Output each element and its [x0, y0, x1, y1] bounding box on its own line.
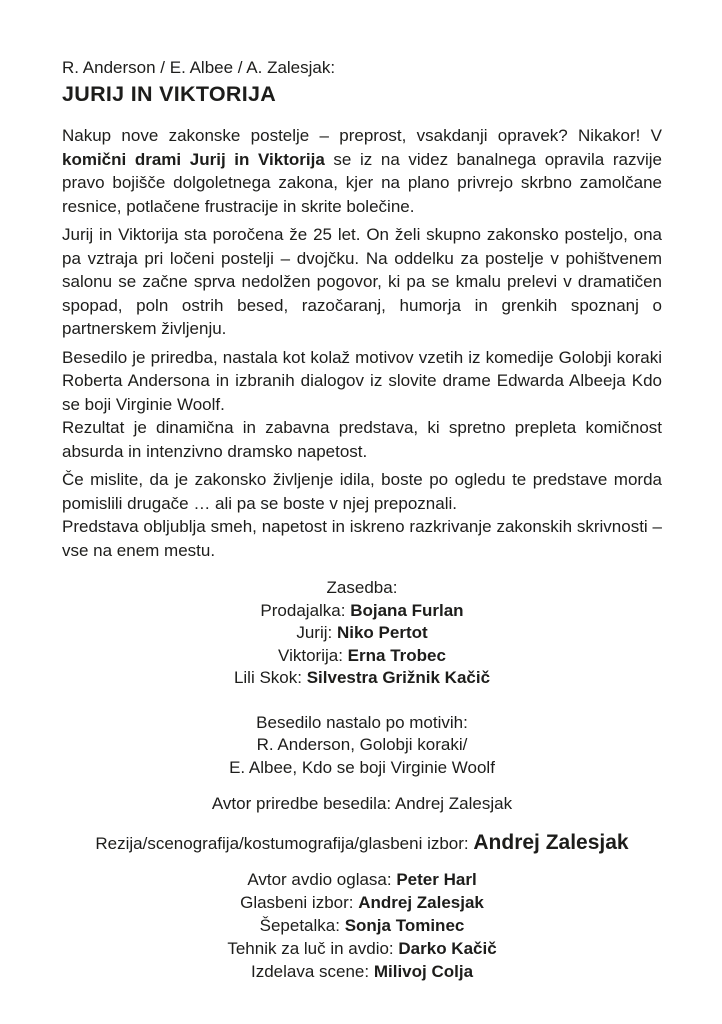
cast-section [62, 577, 662, 690]
crew-row [62, 891, 662, 914]
crew-row [62, 914, 662, 937]
cast-role: Prodajalka: [260, 600, 346, 620]
synopsis-paragraph-4: Rezultat je dinamična in zabavna predstava, ki spretno prepleta komičnost absurda in intenzivno dramsko napetost. [62, 418, 662, 461]
page-title: JURIJ IN VIKTORIJA [62, 82, 277, 106]
crew-name: Milivoj Colja [373, 961, 474, 981]
crew-role: Glasbeni izbor: [240, 892, 354, 912]
adaptation-label: Avtor priredbe besedila: [211, 794, 392, 813]
direction-name: Andrej Zalesjak [473, 830, 629, 854]
crew-name: Andrej Zalesjak [358, 892, 484, 912]
crew-name: Peter Harl [396, 869, 477, 889]
synopsis-p1-bold-title: komični drami Jurij in Viktorija [62, 149, 325, 169]
cast-name: Bojana Furlan [350, 600, 464, 620]
synopsis-p1-pre: Nakup nove zakonske postelje – preprost, vsakdanji opravek? Nikakor! V [62, 126, 662, 145]
motifs-heading: Besedilo nastalo po motivih: [256, 712, 468, 732]
crew-row [62, 937, 662, 960]
cast-row [62, 622, 662, 645]
cast-role: Lili Skok: [233, 668, 302, 687]
direction-credit [62, 829, 662, 857]
direction-label: Rezija/scenografija/kostumografija/glasbeni izbor: [95, 833, 469, 853]
synopsis-paragraph-6: Predstava obljublja smeh, napetost in iskreno razkrivanje zakonskih skrivnosti – vse na enem mestu. [62, 517, 662, 560]
motifs-section [62, 712, 662, 780]
cast-row [62, 667, 662, 690]
synopsis-p1-post: se iz na videz banalnega opravila razvije pravo bojišče dolgoletnega zakona, kjer na plano privrejo skrbno zamolčane resnice, potlačene frustracije in skrite bolečine. [62, 149, 662, 216]
cast-role: Jurij: [296, 623, 333, 642]
crew-row [62, 960, 662, 983]
cast-row [62, 600, 662, 623]
crew-name: Darko Kačič [398, 938, 497, 958]
authors-byline: R. Anderson / E. Albee / A. Zalesjak: [62, 58, 336, 77]
synopsis-paragraph-2: Jurij in Viktorija sta poročena že 25 let. On želi skupno zakonsko posteljo, ona pa vztraja pri ločeni postelji – dvojčku. Na oddelku za postelje v pohištvenem salonu se začne sprva nedolžen pogovor, ki pa se kmalu prelevi v dramatičen spopad, poln ostrih besed, razočaranj, humorja in grenkih spoznanj o partnerskem življenju. [62, 225, 662, 338]
synopsis-paragraph-5: Če mislite, da je zakonsko življenje idila, boste po ogledu te predstave morda pomislili drugače … ali pa se boste v njej prepoznali. [62, 470, 662, 513]
synopsis-paragraph-1 [62, 124, 662, 218]
crew-role: Šepetalka: [259, 915, 340, 935]
cast-role: Viktorija: [278, 645, 343, 665]
cast-name: Niko Pertot [336, 623, 428, 642]
adaptation-name: Andrej Zalesjak [394, 794, 513, 813]
cast-row [62, 645, 662, 668]
motifs-line: E. Albee, Kdo se boji Virginie Woolf [229, 757, 495, 777]
motifs-line: R. Anderson, Golobji koraki/ [256, 735, 468, 754]
cast-name: Silvestra Grižnik Kačič [306, 668, 491, 687]
crew-role: Avtor avdio oglasa: [247, 869, 392, 889]
crew-name: Sonja Tominec [344, 915, 465, 935]
adaptation-credit [62, 793, 662, 816]
crew-section [62, 868, 662, 983]
cast-name: Erna Trobec [347, 645, 446, 665]
synopsis-paragraph-3: Besedilo je priredba, nastala kot kolaž motivov vzetih iz komedije Golobji koraki Roberta Andersona in izbranih dialogov iz slovite drame Edwarda Albeeja Kdo se boji Virginie Woolf. [62, 347, 662, 414]
cast-heading: Zasedba: [326, 578, 398, 597]
crew-role: Izdelava scene: [250, 961, 370, 981]
crew-role: Tehnik za luč in avdio: [227, 938, 394, 958]
crew-row [62, 868, 662, 891]
